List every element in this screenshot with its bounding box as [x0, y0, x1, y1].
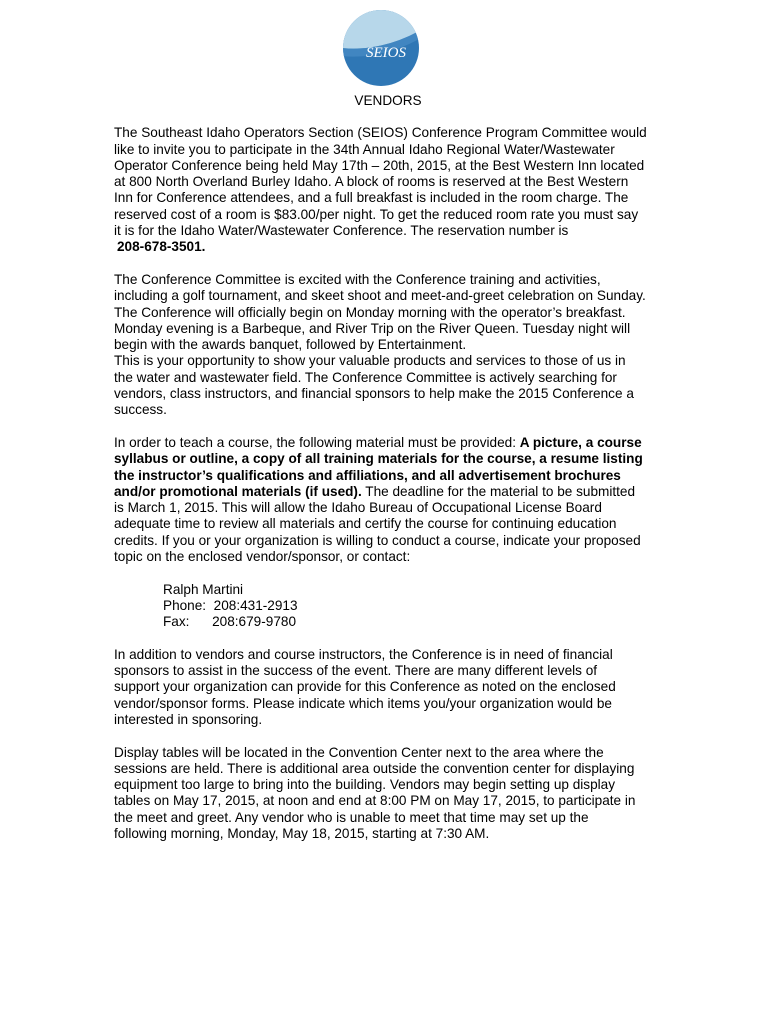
- text-line: interested in sponsoring.: [114, 711, 263, 727]
- text-line: support your organization can provide for this Conference as noted on the enclosed: [114, 679, 616, 695]
- page-title: VENDORS: [354, 93, 422, 108]
- text-line: The Conference will officially begin on Monday morning with the operator’s breakfast.: [114, 304, 626, 320]
- text-line: begin with the awards banquet, followed by Entertainment.: [114, 337, 467, 353]
- text-normal: In order to teach a course, the following material must be provided:: [114, 434, 520, 450]
- text-line: In addition to vendors and course instructors, the Conference is in need of financial: [114, 646, 613, 662]
- vendors-letter: [114, 93, 662, 859]
- text-line: at 800 North Overland Burley Idaho. A block of rooms is reserved at the Best Western: [114, 174, 629, 190]
- text-line: syllabus or outline, a copy of all training materials for the course, a resume listing: [114, 451, 643, 467]
- paragraph-display-tables: [114, 745, 662, 843]
- text-line: the meet and greet. Any vendor who is unable to meet that time may set up the: [114, 809, 589, 825]
- contact-name: Ralph Martini: [163, 581, 244, 597]
- text-line: following morning, Monday, May 18, 2015, starting at 7:30 AM.: [114, 826, 490, 842]
- text-line: topic on the enclosed vendor/sponsor, or contact:: [114, 549, 411, 565]
- contact-fax: Fax: 208:679-9780: [163, 614, 297, 630]
- text-normal: The deadline for the material to be submitted: [361, 483, 636, 499]
- text-line: it is for the Idaho Water/Wastewater Conference. The reservation number is: [114, 223, 569, 239]
- text-line: The Conference Committee is excited with the Conference training and activities,: [114, 271, 601, 287]
- text-line: equipment too large to bring into the building. Vendors may begin setting up display: [114, 777, 616, 793]
- text-line: Inn for Conference attendees, and a full breakfast is included in the room charge. The: [114, 190, 629, 206]
- text-line: success.: [114, 402, 167, 418]
- contact-phone: Phone: 208:431-2913: [163, 597, 298, 613]
- paragraph-intro: [114, 125, 662, 255]
- contact-block: [114, 582, 662, 631]
- text-line: sponsors to assist in the success of the event. There are many different levels of: [114, 663, 598, 679]
- paragraph-course-requirements: [114, 435, 662, 565]
- text-line: Display tables will be located in the Convention Center next to the area where the: [114, 744, 604, 760]
- text-line: This is your opportunity to show your valuable products and services to those of us in: [114, 353, 626, 369]
- paragraph-sponsors: [114, 647, 662, 728]
- text-line: tables on May 17, 2015, at noon and end at 8:00 PM on May 17, 2015, to participate in: [114, 793, 636, 809]
- text-line: vendors, class instructors, and financial sponsors to help make the 2015 Conference a: [114, 386, 634, 402]
- text-line: the water and wastewater field. The Conference Committee is actively searching for: [114, 369, 617, 385]
- text-line: is March 1, 2015. This will allow the Idaho Bureau of Occupational License Board: [114, 500, 602, 516]
- seios-logo: [341, 8, 421, 88]
- reservation-number: 208-678-3501.: [117, 239, 206, 255]
- text-line: The Southeast Idaho Operators Section (SEIOS) Conference Program Committee would: [114, 125, 647, 141]
- text-line: including a golf tournament, and skeet shoot and meet-and-greet celebration on Sunday.: [114, 288, 646, 304]
- text-line: reserved cost of a room is $83.00/per night. To get the reduced room rate you must say: [114, 206, 639, 222]
- text-bold: and/or promotional materials (if used).: [114, 483, 362, 499]
- text-line: the instructor’s qualifications and affiliations, and all advertisement brochures: [114, 467, 621, 483]
- text-line: sessions are held. There is additional area outside the convention center for displaying: [114, 760, 635, 776]
- paragraph-activities: [114, 272, 662, 419]
- text-line: like to invite you to participate in the 34th Annual Idaho Regional Water/Wastewater: [114, 141, 615, 157]
- text-bold: A picture, a course: [519, 434, 642, 450]
- text-line: Operator Conference being held May 17th – 20th, 2015, at the Best Western Inn located: [114, 157, 645, 173]
- text-line: vendor/sponsor forms. Please indicate which items you/your organization would be: [114, 695, 612, 711]
- text-line: adequate time to review all materials and certify the course for continuing education: [114, 516, 617, 532]
- text-line: [114, 484, 662, 500]
- text-line: Monday evening is a Barbeque, and River Trip on the River Queen. Tuesday night will: [114, 320, 631, 336]
- text-line: [114, 435, 662, 451]
- logo-text: SEIOS: [366, 45, 406, 61]
- text-line: credits. If you or your organization is willing to conduct a course, indicate your proposed: [114, 532, 641, 548]
